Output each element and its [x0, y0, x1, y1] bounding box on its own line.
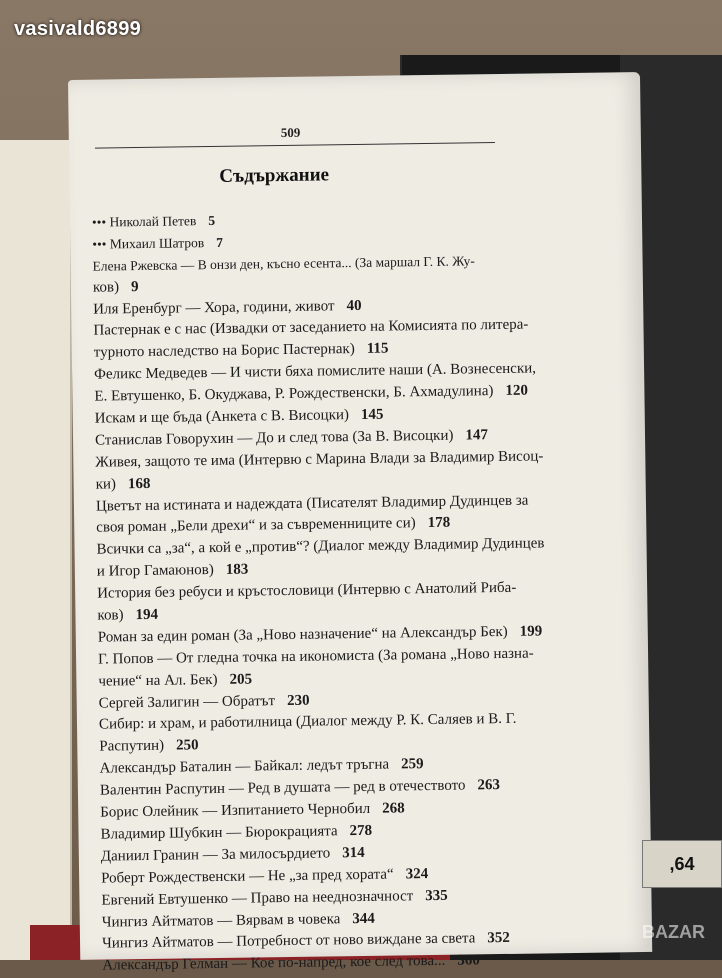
toc-entry-text: Чингиз Айтматов — Вярвам в човека — [101, 910, 341, 931]
toc-entry-page: 115 — [366, 340, 389, 358]
toc-entry-page: 147 — [465, 427, 489, 444]
toc-entry-page: 263 — [477, 777, 501, 794]
toc-entry-page: 268 — [382, 800, 405, 817]
toc-entry-text: Пастернак е с нас (Извадки от заседанието на Комисията по литера- — [93, 317, 529, 340]
toc-entry-page: 194 — [135, 606, 159, 624]
book-page — [68, 72, 652, 974]
watermark-username: vasivald6899 — [14, 18, 142, 40]
toc-entry-text: ков) — [97, 607, 124, 624]
toc-entry-text: Евгений Евтушенко — Право на нееднозначност — [101, 887, 414, 909]
header-rule — [95, 142, 495, 149]
toc-entry-text: чение“ на Ал. Бек) — [98, 671, 218, 690]
toc-entry-text: Е. Евтушенко, Б. Окуджава, Р. Рождественски, Б. Ахмадулина) — [94, 383, 494, 405]
toc-entry-text: турното наследство на Борис Пастернак) — [93, 341, 355, 362]
toc-entry-page: 145 — [360, 406, 384, 423]
toc-entry-text: Роман за един роман (За „Ново назначение“ на Александър Бек) — [97, 623, 508, 646]
toc-entry-text: ков) — [92, 278, 120, 296]
toc-entry-text: Борис Олейник — Изпитанието Чернобил — [100, 800, 371, 821]
toc-entry-page: 324 — [405, 865, 429, 883]
toc-entry-page: 278 — [349, 822, 373, 840]
toc-entry-text: Искам и ще бъда (Анкета с В. Висоцки) — [94, 407, 350, 427]
table-of-contents — [92, 204, 623, 977]
toc-entry-text: Сергей Залигин — Обратът — [98, 692, 276, 712]
toc-entry-text: Александър Баталин — Байкал: ледът тръгна — [99, 756, 390, 777]
toc-entry-page: 40 — [346, 297, 362, 314]
page-title: Съдържание — [219, 164, 330, 187]
toc-entry-text: Всички са „за“, а кой е „против“? (Диалог между Владимир Дудинцев — [96, 535, 545, 559]
toc-entry-text: своя роман „Бели дрехи“ и за съвременниците си) — [96, 515, 416, 537]
toc-entry-text: ••• Михаил Шатров — [92, 235, 205, 252]
toc-entry-page: 335 — [425, 887, 448, 904]
toc-entry-text: Живея, защото те има (Интервю с Марина Влади за Владимир Висоц- — [95, 448, 544, 471]
toc-entry-page: 352 — [487, 930, 510, 947]
toc-entry-text: Сибир: и храм, и работилница (Диалог между Р. К. Саляев и В. Г. — [98, 711, 517, 734]
toc-entry-text: и Игор Гамаюнов) — [96, 562, 214, 580]
toc-entry-page: 168 — [127, 475, 151, 492]
toc-entry-text: Станислав Говорухин — До и след това (За В. Висоцки) — [94, 427, 454, 449]
toc-entry-text: Александър Гелман — Кое по-напред, кое след това... — [102, 953, 446, 974]
toc-entry-page: 344 — [352, 910, 375, 927]
bazar-logo: BAZAR — [642, 922, 705, 942]
toc-entry-text: Г. Попов — От гледна точка на икономиста (За романа „Ново назна- — [97, 645, 534, 668]
toc-entry-text: ••• Николай Петев — [91, 213, 197, 230]
toc-entry-text: Елена Ржевска — В онзи ден, късно есента... (За маршал Г. К. Жу- — [92, 253, 475, 274]
toc-entry-page: 230 — [286, 692, 310, 709]
toc-entry-text: Цветът на истината и надеждата (Писателят Владимир Дудинцев за — [95, 492, 529, 515]
toc-entry-page: 120 — [505, 382, 529, 400]
toc-entry-text: Чингиз Айтматов — Потребност от ново виждане за света — [101, 930, 476, 952]
toc-entry-text: Иля Еренбург — Хора, години, живот — [93, 297, 335, 318]
toc-entry-text: Владимир Шубкин — Бюрокрацията — [100, 823, 338, 843]
toc-entry-page: 205 — [229, 671, 253, 688]
toc-entry-page: 9 — [130, 278, 139, 295]
toc-entry-page: 178 — [427, 515, 451, 532]
toc-entry-text: Валентин Распутин — Ред в душата — ред в отечеството — [99, 777, 466, 799]
page-number: 509 — [280, 124, 301, 141]
toc-entry-page: 259 — [401, 756, 424, 773]
toc-entry-text: ки) — [95, 476, 117, 493]
toc-entry-page: 183 — [225, 561, 249, 579]
toc-entry-text: Роберт Рождественски — Не „за пред хората“ — [101, 866, 394, 887]
left-page-edge — [0, 140, 72, 960]
toc-entry-text: Даниил Гранин — За милосърдието — [100, 845, 331, 865]
toc-entry-page: 360 — [457, 952, 480, 969]
toc-entry-text: История без ребуси и кръстословици (Интервю с Анатолий Риба- — [97, 579, 517, 602]
price-badge: ,64 — [642, 840, 722, 888]
toc-entry-page: 7 — [216, 234, 224, 250]
toc-entry-text: Феликс Медведев — И чисти бяха помислите наши (А. Вознесенски, — [94, 360, 537, 383]
toc-entry-page: 250 — [175, 737, 199, 754]
toc-entry-page: 314 — [342, 844, 365, 862]
toc-entry-text: Распутин) — [99, 738, 165, 756]
toc-entry-page: 5 — [208, 212, 216, 229]
toc-entry-page: 199 — [519, 623, 543, 640]
